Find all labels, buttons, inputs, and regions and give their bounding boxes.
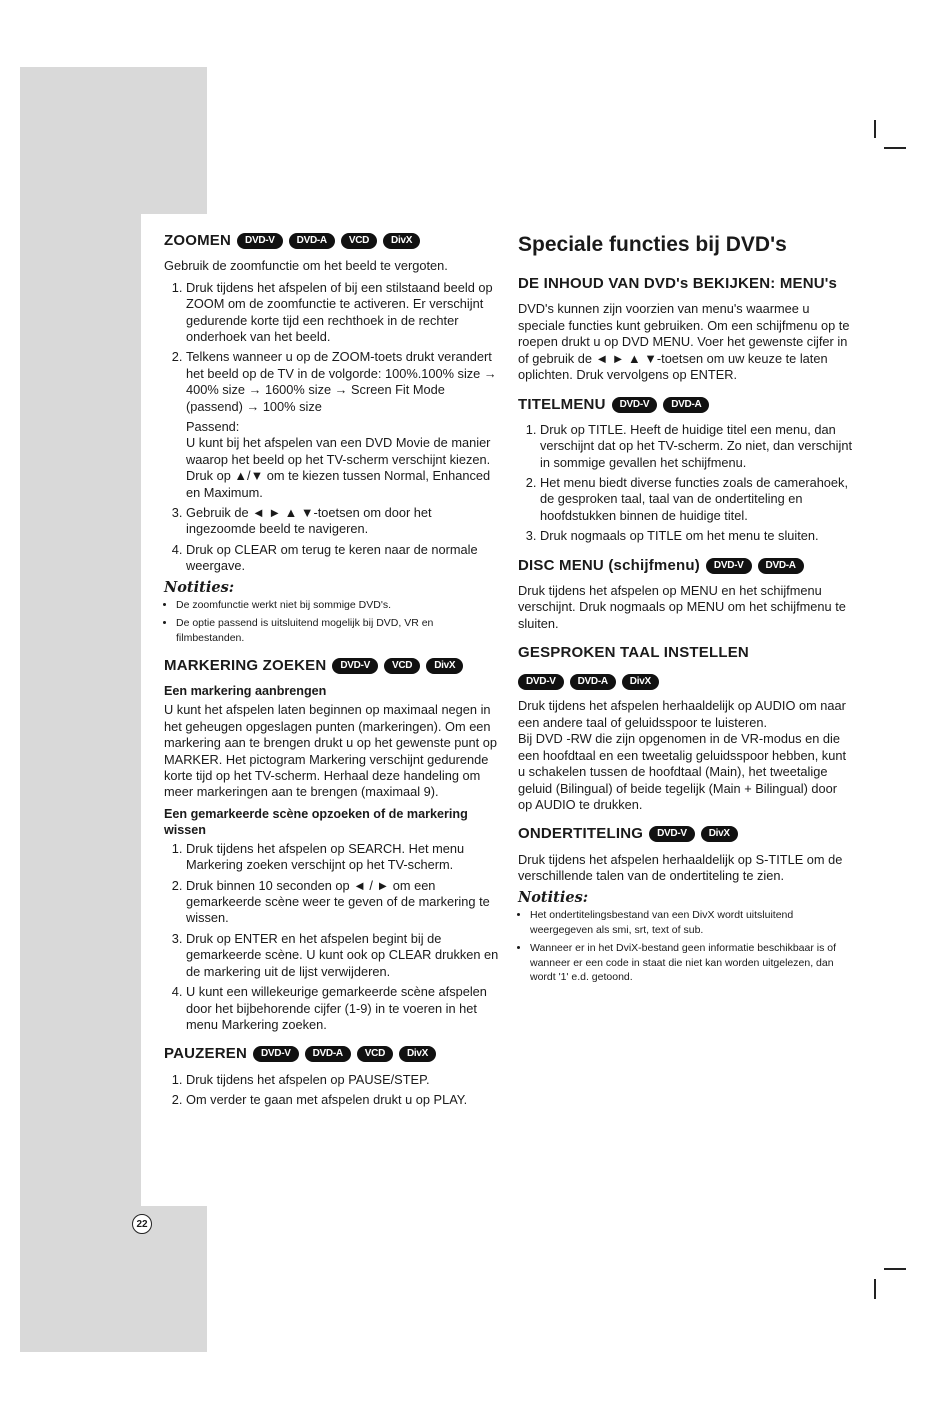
body-text: Druk tijdens het afspelen herhaaldelijk op AUDIO om naar een andere taal of geluidsspoor te luisteren. xyxy=(518,698,846,730)
section-heading xyxy=(518,825,854,843)
steps-list xyxy=(164,841,500,1033)
section-heading xyxy=(518,557,854,575)
list-item: 2. Om verder te gaan met afspelen drukt u op PLAY. xyxy=(186,1092,500,1108)
heading-text: DE INHOUD VAN DVD's BEKIJKEN: MENU's xyxy=(518,275,838,293)
heading-text: ZOOMEN xyxy=(164,232,232,249)
notes-list xyxy=(164,598,500,646)
page-title: Speciale functies bij DVD's xyxy=(518,233,787,256)
section-heading xyxy=(164,657,500,675)
badge-dvd-a: DVD-A xyxy=(758,558,804,574)
section-heading xyxy=(164,232,500,250)
steps-list xyxy=(518,422,854,545)
body-text: Druk tijdens het afspelen op MENU en het schijfmenu verschijnt. Druk nogmaals op MENU om het schijfmenu te sluiten. xyxy=(518,582,846,631)
body-text: U kunt het afspelen laten beginnen op maximaal negen in het geheugen opgeslagen punten (markeringen). Om een markering aan te brengen drukt u op het gewenste punt op MARKER. Het pictogram Markering verschijnt gedurende korte tijd op het TV-scherm. Herhaal deze handeling om meer markeringen aan te brengen (maximaal 9). xyxy=(164,702,497,800)
badge-divx: DivX xyxy=(622,674,659,690)
list-item: 1. Druk tijdens het afspelen op PAUSE/STEP. xyxy=(186,1072,500,1088)
section-zoomen xyxy=(164,232,500,645)
list-item: 3. Gebruik de ◄ ► ▲ ▼-toetsen om door het ingezoomde beeld te navigeren. xyxy=(186,505,500,538)
list-item: 1. Druk tijdens het afspelen of bij een stilstaand beeld op ZOOM om de zoomfunctie te activeren. Er verschijnt gedurende korte tijd een rechthoek in de rechter onderhoek van het beeld. xyxy=(186,280,500,346)
list-item: 4. Druk op CLEAR om terug te keren naar de normale weergave. xyxy=(186,542,500,575)
list-item: 4. U kunt een willekeurige gemarkeerde scène afspelen door het bijbehorende cijfer (1-9) in te voeren in het menu Markering zoeken. xyxy=(186,984,500,1033)
subheading: Een gemarkeerde scène opzoeken of de markering wissen xyxy=(164,806,468,837)
side-band-top xyxy=(20,67,207,214)
section-markering-zoeken xyxy=(164,657,500,1033)
heading-text: MARKERING ZOEKEN xyxy=(164,657,327,675)
section-heading xyxy=(164,1045,500,1063)
badge-dvd-v: DVD-V xyxy=(237,233,283,249)
badge-dvd-a: DVD-A xyxy=(570,674,616,690)
list-item: 1. Druk tijdens het afspelen op SEARCH. Het menu Markering zoeken verschijnt op het TV-scherm. xyxy=(186,841,500,874)
heading-text: GESPROKEN TAAL INSTELLEN xyxy=(518,644,749,662)
section-ondertiteling xyxy=(518,825,854,985)
side-band-bottom xyxy=(20,1206,207,1352)
badge-divx: DivX xyxy=(383,233,420,249)
side-band xyxy=(20,214,141,1206)
badge-dvd-v: DVD-V xyxy=(253,1046,299,1062)
badge-divx: DivX xyxy=(426,658,463,674)
body-text: Bij DVD -RW die zijn opgenomen in de VR-modus en die een hoofdtaal en een tweetalig geluidsspoor hebben, kunt u schakelen tussen de hoofdtaal (Main), het tweetalige geluid (Bilingual) of beide tegelijk (Main + Bilingual) door op AUDIO te drukken. xyxy=(518,731,846,812)
note-item: • Het ondertitelingsbestand van een DivX wordt uitsluitend weergegeven als smi, srt, text of sub. xyxy=(530,908,854,937)
left-column xyxy=(164,232,500,1120)
page-number: 22 xyxy=(132,1214,152,1234)
badge-dvd-a: DVD-A xyxy=(305,1046,351,1062)
badge-vcd: VCD xyxy=(357,1046,393,1062)
section-titelmenu xyxy=(518,396,854,545)
passend-text: Passend: U kunt bij het afspelen van een DVD Movie de manier waarop het beeld op het TV-scherm verschijnt kiezen. Druk op ▲/▼ om te kiezen tussen Normal, Enhanced en Maximum. xyxy=(186,418,491,500)
list-item xyxy=(186,349,500,501)
list-item: 3. Druk nogmaals op TITLE om het menu te sluiten. xyxy=(540,528,854,544)
section-heading xyxy=(518,275,854,293)
badge-dvd-v: DVD-V xyxy=(649,826,695,842)
note-item: • De zoomfunctie werkt niet bij sommige DVD's. xyxy=(176,598,500,613)
list-item: 2. Druk binnen 10 seconden op ◄ / ► om een gemarkeerde scène weer te geven of de markering te wissen. xyxy=(186,878,500,927)
crop-mark-top-vertical xyxy=(874,120,876,138)
badge-dvd-v: DVD-V xyxy=(612,397,658,413)
badge-dvd-v: DVD-V xyxy=(518,674,564,690)
badge-divx: DivX xyxy=(399,1046,436,1062)
crop-mark-bottom-horizontal xyxy=(884,1268,906,1270)
badge-dvd-a: DVD-A xyxy=(289,233,335,249)
badge-vcd: VCD xyxy=(384,658,420,674)
right-column xyxy=(518,232,854,997)
badge-dvd-a: DVD-A xyxy=(663,397,709,413)
crop-mark-top-horizontal xyxy=(884,147,906,149)
body-text: DVD's kunnen zijn voorzien van menu's waarmee u speciale functies kunt gebruiken. Om een schijfmenu op te roepen drukt u op DVD MENU. Voer het gewenste cijfer in of gebruik de ◄ ► ▲ ▼-toetsen om uw keuze te laten oplichten. Druk vervolgens op ENTER. xyxy=(518,301,850,383)
heading-text: DISC MENU (schijfmenu) xyxy=(518,556,700,574)
note-item: • Wanneer er in het DviX-bestand geen informatie beschikbaar is of wanneer er een code in staat die niet kan worden uitgelezen, dan wordt '1' e.d. getoond. xyxy=(530,941,854,985)
list-item: 3. Druk op ENTER en het afspelen begint bij de gemarkeerde scène. U kunt ook op CLEAR drukken en de markering uit de lijst verwijderen. xyxy=(186,931,500,980)
section-disc-menu xyxy=(518,557,854,633)
section-inhoud-menus xyxy=(518,275,854,383)
subheading: Een markering aanbrengen xyxy=(164,684,327,699)
section-heading xyxy=(518,396,854,414)
steps-list xyxy=(164,1072,500,1109)
badge-dvd-v: DVD-V xyxy=(332,658,378,674)
list-item: 2. Het menu biedt diverse functies zoals de camerahoek, de gesproken taal, taal van de ondertiteling en hoofdstukken binnen de huidige titel. xyxy=(540,475,854,524)
list-item: 1. Druk op TITLE. Heeft de huidige titel een menu, dan verschijnt dat op het TV-scherm. Zo niet, dan verschijnt in sommige gevallen het schijfmenu. xyxy=(540,422,854,471)
steps-list xyxy=(164,280,500,575)
section-heading xyxy=(518,644,854,690)
notes-list xyxy=(518,908,854,985)
heading-text: TITELMENU xyxy=(518,395,606,413)
note-item: • De optie passend is uitsluitend mogelijk bij DVD, VR en filmbestanden. xyxy=(176,616,500,645)
badge-vcd: VCD xyxy=(341,233,377,249)
crop-mark-bottom-vertical xyxy=(874,1279,876,1299)
list-item-text: Telkens wanneer u op de ZOOM-toets drukt verandert het beeld op de TV in de volgorde: 100%.100% size → 400% size → 1600% size → Screen Fit Mode (passend) → 100% size xyxy=(186,349,497,414)
heading-text: ONDERTITELING xyxy=(518,825,644,843)
heading-text: PAUZEREN xyxy=(164,1045,247,1063)
section-gesproken-taal xyxy=(518,644,854,813)
badge-dvd-v: DVD-V xyxy=(706,558,752,574)
badge-divx: DivX xyxy=(701,826,738,842)
body-text: Druk tijdens het afspelen herhaaldelijk op S-TITLE om de verschillende talen van de ondertiteling te zien. xyxy=(518,851,843,884)
intro-text: Gebruik de zoomfunctie om het beeld te vergoten. xyxy=(164,258,448,274)
notes-heading: Notities: xyxy=(164,578,235,596)
notes-heading: Notities: xyxy=(518,889,589,907)
section-pauzeren xyxy=(164,1045,500,1108)
